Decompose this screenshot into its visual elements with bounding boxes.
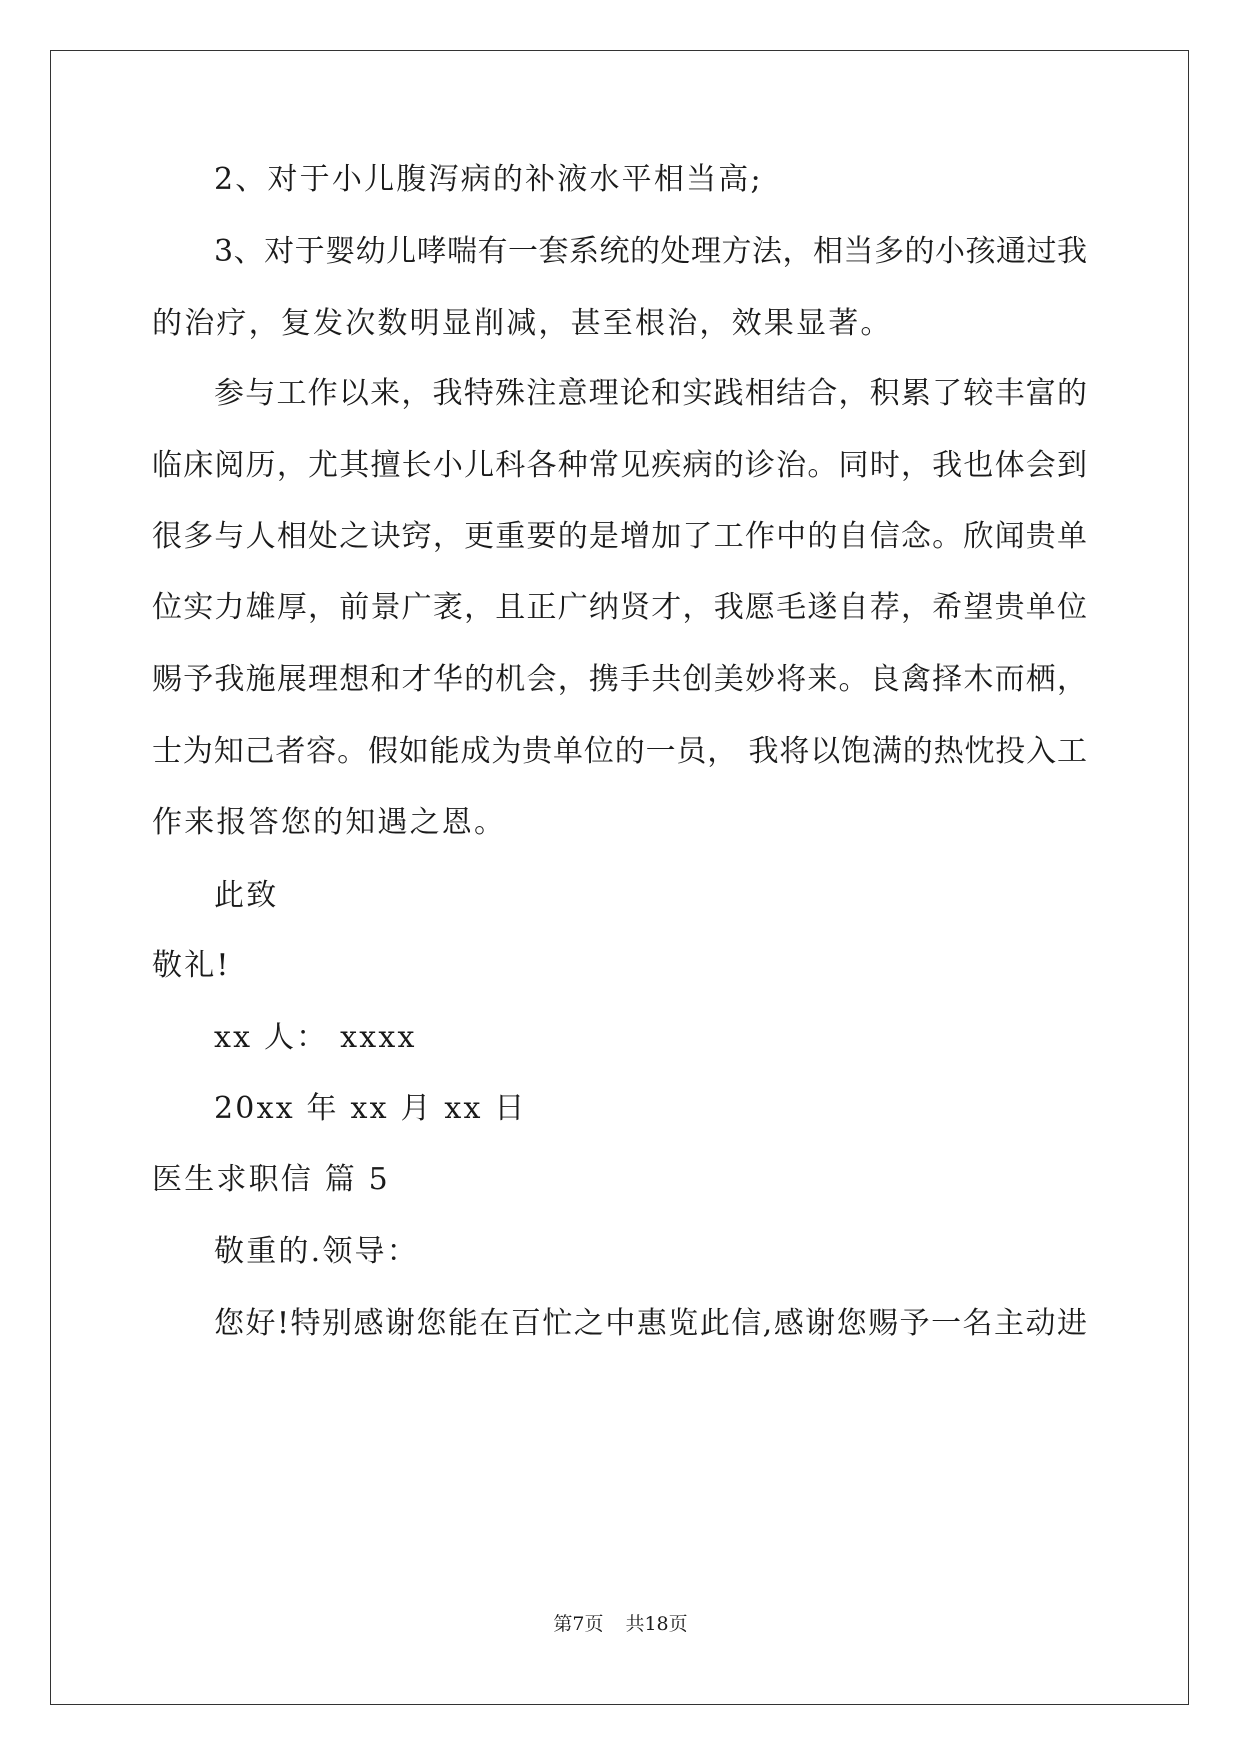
- letter-greeting: 敬重的.领导：: [214, 1234, 419, 1269]
- page-footer: [0, 1612, 1241, 1636]
- page-total: 共18页: [625, 1613, 688, 1635]
- date-line: 20xx 年 xx 月 xx 日: [214, 1091, 527, 1126]
- paragraph-line: 3、对于婴幼儿哮喘有一套系统的处理方法，相当多的小孩通过我: [214, 234, 1087, 269]
- paragraph-line: 您好!特别感谢您能在百忙之中惠览此信,感谢您赐予一名主动进: [214, 1306, 1087, 1341]
- page-number: 第7页: [553, 1613, 604, 1635]
- paragraph-line: 2、对于小儿腹泻病的补液水平相当高;: [214, 162, 763, 197]
- paragraph-line: 临床阅历，尤其擅长小儿科各种常见疾病的诊治。同时，我也体会到: [152, 448, 1087, 483]
- signature-line: xx 人： xxxx: [214, 1020, 417, 1055]
- paragraph-line: 的治疗，复发次数明显削减，甚至根治，效果显著。: [152, 306, 893, 341]
- paragraph-line: 参与工作以来，我特殊注意理论和实践相结合，积累了较丰富的: [214, 376, 1087, 411]
- paragraph-line: 赐予我施展理想和才华的机会，携手共创美妙将来。良禽择木而栖，: [152, 662, 1087, 697]
- paragraph-line: 士为知己者容。假如能成为贵单位的一员， 我将以饱满的热忱投入工: [152, 734, 1087, 769]
- closing-regards: 敬礼!: [152, 948, 231, 983]
- paragraph-line: 作来报答您的知遇之恩。: [152, 805, 507, 840]
- paragraph-line: 很多与人相处之诀窍，更重要的是增加了工作中的自信念。欣闻贵单: [152, 519, 1087, 554]
- section-heading: 医生求职信 篇 5: [152, 1162, 390, 1197]
- paragraph-line: 位实力雄厚，前景广袤，且正广纳贤才，我愿毛遂自荐，希望贵单位: [152, 590, 1087, 625]
- closing-salutation: 此致: [214, 878, 279, 913]
